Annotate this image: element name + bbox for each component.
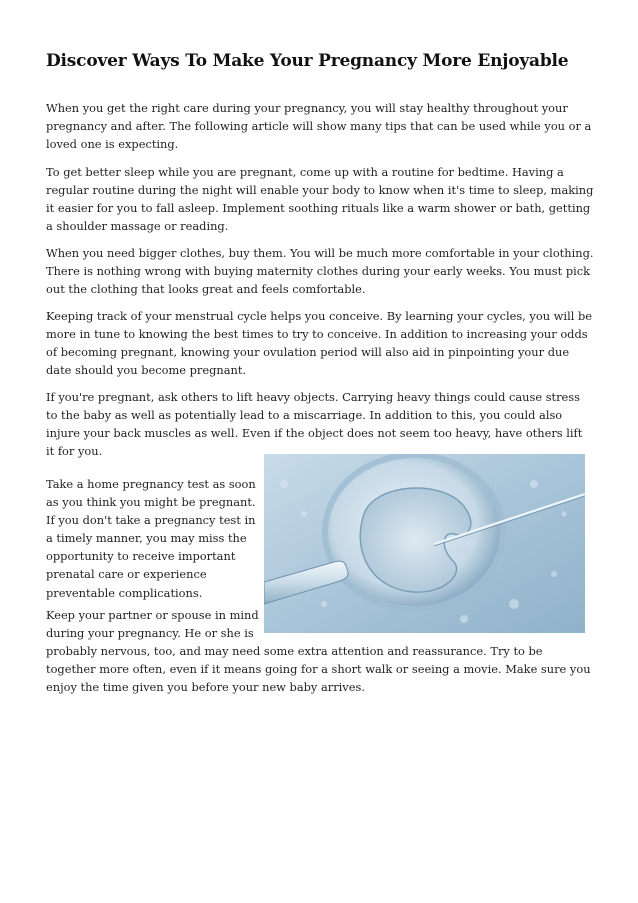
paragraph-menstrual-cycle: Keeping track of your menstrual cycle helps you conceive. By learning your cycles, you will be more in tune to knowing the best times to try to conceive. In addition to increasing your odds of becoming pregnant, knowing your ovulation period will also aid in pinpointing your due date should you become pregnant. xyxy=(46,309,593,378)
egg-cell-injection-image xyxy=(264,454,585,633)
microscope-egg-cell-injection-icon xyxy=(264,454,585,633)
paragraph-prenatal-care: When you get the right care during your pregnancy, you will stay healthy throughout your pregnancy and after. The following article will show many tips that can be used while you or a loved one is expecting. xyxy=(46,101,592,152)
paragraph-bigger-clothes: When you need bigger clothes, buy them. You will be much more comfortable in your clothing. There is nothing wrong with buying maternity clothes during your early weeks. You must pick out the clothing that looks great and feels comfortable. xyxy=(46,246,594,297)
article-title: Discover Ways To Make Your Pregnancy More Enjoyable xyxy=(46,51,569,71)
paragraph-heavy-objects: If you're pregnant, ask others to lift heavy objects. Carrying heavy things could cause stress to the baby as well as potentially lead to a miscarriage. In addition to this, you could also injure your back muscles as well. Even if the object does not seem too heavy, have others lift it for you. xyxy=(46,390,583,459)
paragraph-partner-text: Keep your partner or spouse in mind during your pregnancy. He or she is probably nervous, too, and may need some extra attention and reassurance. Try to be together more often, even if it means going for a short walk or seeing a movie. Make sure you enjoy the time given you before your new baby arrives. xyxy=(46,608,591,695)
paragraph-pregnancy-test: Take a home pregnancy test as soon as you think you might be pregnant. If you don't take a pregnancy test in a timely manner, you may miss the opportunity to receive important prenatal care or experience preventable complications. xyxy=(46,477,256,600)
paragraph-sleep-routine: To get better sleep while you are pregnant, come up with a routine for bedtime. Having a regular routine during the night will enable your body to know when it's time to sleep, making it easier for you to fall asleep. Implement soothing rituals like a warm shower or bath, getting a shoulder massage or reading. xyxy=(46,165,594,234)
